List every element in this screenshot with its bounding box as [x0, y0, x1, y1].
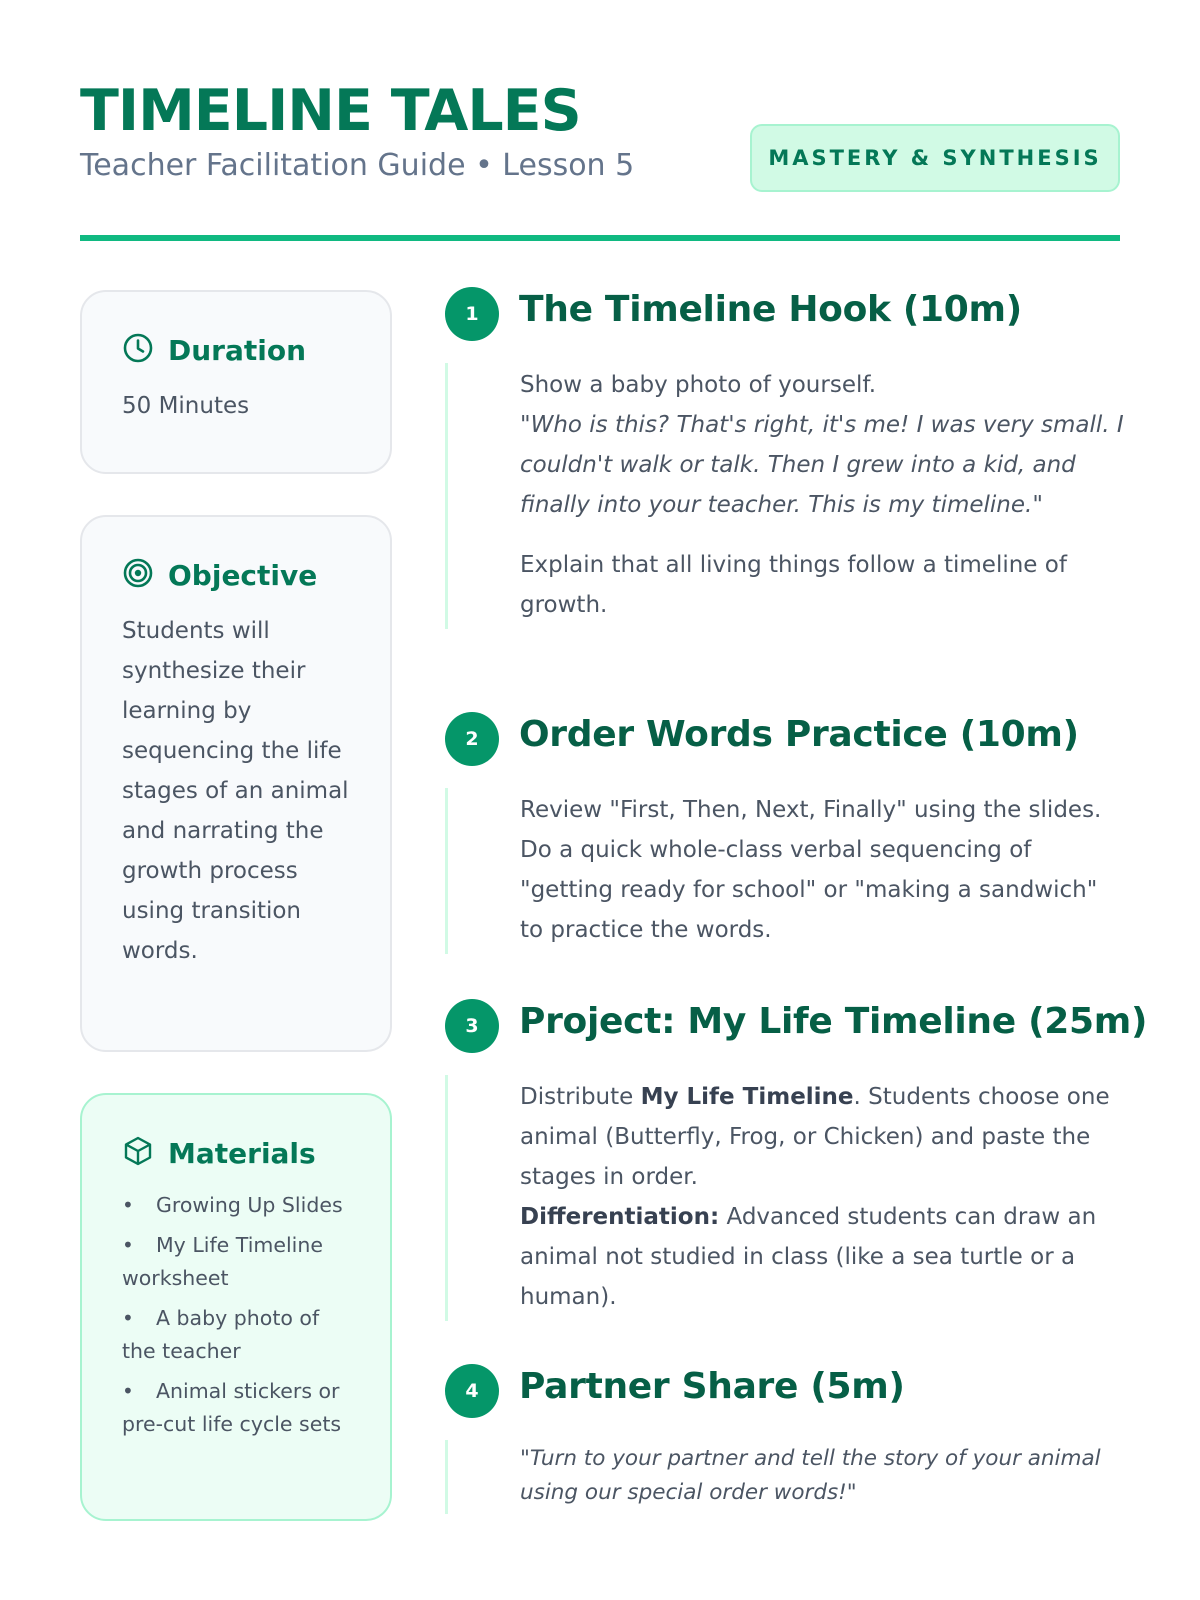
page-header [80, 78, 1120, 238]
list-item: • A baby photo of the teacher [122, 1306, 320, 1363]
objective-text: Students will synthesize their learning by sequencing the life stages of an animal and narrating the growth process using transition words. [122, 618, 349, 964]
mastery-badge: MASTERY & SYNTHESIS [750, 124, 1120, 192]
step-outro: Explain that all living things follow a timeline of growth. [520, 552, 1067, 618]
step-body [445, 1075, 1125, 1321]
step-distribute: Distribute My Life Timeline. Students choose one animal (Butterfly, Frog, or Chicken) and paste the stages in order. [520, 1084, 1110, 1190]
objective-card [80, 515, 392, 1052]
step-text: Review "First, Then, Next, Finally" using the slides. Do a quick whole-class verbal sequencing of "getting ready for school" or "making a sandwich" to practice the words. [520, 797, 1102, 943]
page-title: TIMELINE TALES [80, 78, 581, 144]
clock-icon [122, 332, 154, 368]
box-icon [122, 1135, 154, 1171]
duration-card [80, 290, 392, 474]
step-title: Order Words Practice (10m) [519, 714, 1079, 755]
step-1 [445, 287, 1125, 629]
list-item: • Animal stickers or pre-cut life cycle sets [122, 1379, 342, 1436]
duration-value: 50 Minutes [122, 393, 250, 419]
step-body [445, 363, 1125, 629]
step-number-badge: 3 [445, 999, 499, 1053]
step-2 [445, 712, 1125, 954]
list-item: • Growing Up Slides [122, 1193, 343, 1217]
list-item: • My Life Timeline worksheet [122, 1233, 323, 1290]
worksheet-name: My Life Timeline [640, 1084, 854, 1110]
step-3 [445, 999, 1148, 1321]
differentiation-label: Differentiation: [520, 1204, 720, 1230]
step-body [445, 788, 1125, 954]
objective-title: Objective [168, 558, 318, 592]
step-number-badge: 4 [445, 1364, 499, 1418]
page-subtitle: Teacher Facilitation Guide • Lesson 5 [80, 148, 635, 183]
step-title: Partner Share (5m) [519, 1366, 905, 1407]
step-intro: Show a baby photo of yourself. [520, 372, 877, 398]
step-number-badge: 1 [445, 287, 499, 341]
materials-title: Materials [168, 1136, 316, 1170]
step-body [445, 1440, 1125, 1514]
materials-card [80, 1093, 392, 1521]
header-divider [80, 235, 1120, 241]
target-icon [122, 557, 154, 593]
step-title: Project: My Life Timeline (25m) [519, 1001, 1148, 1042]
materials-list [122, 1189, 352, 1441]
step-quote: "Turn to your partner and tell the story of your animal using our special order words!" [520, 1446, 1101, 1505]
step-differentiation: Differentiation: Advanced students can draw an animal not studied in class (like a sea turtle or a human). [520, 1204, 1097, 1310]
step-4 [445, 1364, 1125, 1514]
duration-title: Duration [168, 333, 307, 367]
step-title: The Timeline Hook (10m) [519, 289, 1022, 330]
step-number-badge: 2 [445, 712, 499, 766]
step-quote: "Who is this? That's right, it's me! I was very small. I couldn't walk or talk. Then I grew into a kid, and finally into your teacher. This is my timeline." [520, 412, 1124, 518]
